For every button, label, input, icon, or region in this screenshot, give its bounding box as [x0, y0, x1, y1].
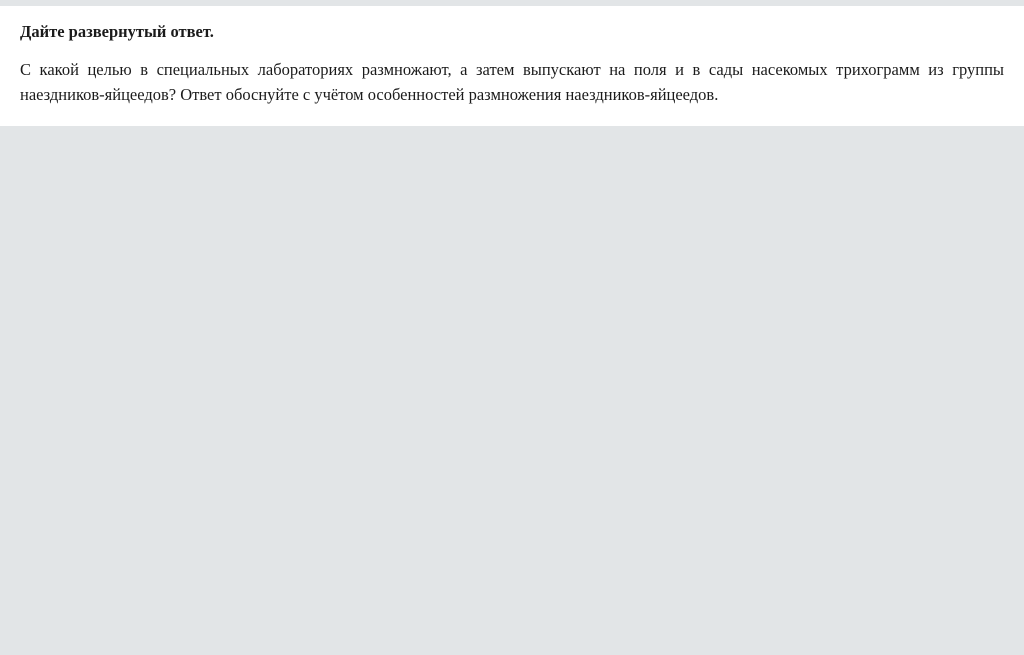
- task-card: [0, 6, 1024, 126]
- task-heading: Дайте развернутый ответ.: [20, 22, 214, 41]
- task-question-text: С какой целью в специальных лабораториях размножают, а затем выпускают на поля и в сады насекомых трихограмм из группы наездников-яйцеедов? Ответ обоснуйте с учётом особенностей размножения наездников-яйцеедов.: [20, 59, 1004, 105]
- answer-blank-area: [0, 131, 1024, 655]
